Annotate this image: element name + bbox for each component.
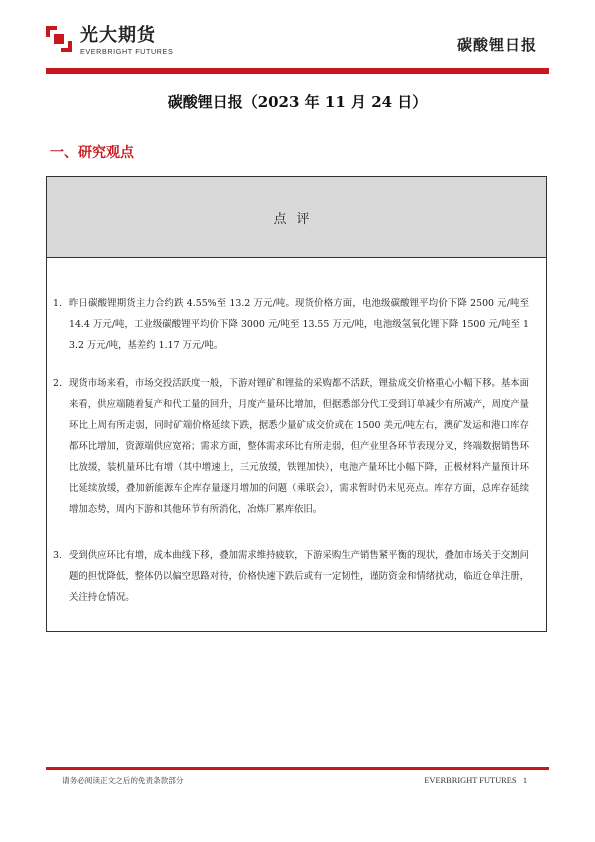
comment-item-text: 受到供应环比有增，成本曲线下移，叠加需求维持疲软，下游采购生产销售紧平衡的现状，叠加市场关于交割问题的担忧降低，整体仍以偏空思路对待，价格快速下跌后或有一定韧性，谨防资金和情绪扰动，临近仓单注册，关注持仓情况。 <box>69 550 529 603</box>
everbright-logo-icon <box>46 26 72 52</box>
comment-table-header <box>47 177 546 258</box>
brand-name-cn: 光大期货 <box>80 25 156 46</box>
comment-item-text: 现货市场来看，市场交投活跃度一般，下游对锂矿和锂盐的采购都不活跃，锂盐成交价格重心小幅下移。基本面来看，供应端随着复产和代工量的回升，月度产量环比增加，但据悉部分代工受到订单减少有所减产，周度产量环比上周有所走弱，同时矿端价格延续下跌，据悉少量矿成交价或在 1500 美元/吨左右，澳矿发运和港口库存都环比增加，资源端供应宽裕；需求方面，整体需求环比有所走弱，但产业里各环节表现分叉，终端数据销售环比放缓，装机量环比有增（其中增速上，三元放缓，铁锂加快），电池产量环比小幅下降，正极材料产量预计环比延续放缓，叠加新能源车企库存量逐月增加的问题（乘联会），需求暂时仍未见亮点。库存方面，总库存延续增加态势，周内下游和其他环节有所消化，冶炼厂累库依旧。 <box>69 378 529 515</box>
footer-divider <box>46 767 549 770</box>
footer-disclaimer: 请务必阅读正文之后的免责条款部分 <box>62 776 184 785</box>
comment-table <box>46 176 547 632</box>
comment-item-text: 昨日碳酸锂期货主力合约跌 4.55%至 13.2 万元/吨。现货价格方面，电池级碳酸锂平均价下降 2500 元/吨至 14.4 万元/吨，工业级碳酸锂平均价下降 3000 元/吨至 13.55 万元/吨，电池级氢氧化锂下降 1500 元/吨至 13.2 万元/吨，基差约 1.17 万元/吨。 <box>69 298 529 351</box>
footer-brand: EVERBRIGHT FUTURES <box>424 776 517 785</box>
comment-header-label: 点评 <box>273 211 320 227</box>
brand-name-en: EVERBRIGHT FUTURES <box>80 47 174 56</box>
section-heading: 一、研究观点 <box>50 145 134 161</box>
comment-item-number: 2. <box>53 378 62 389</box>
comment-item-number: 1. <box>53 298 62 309</box>
footer-brand-page <box>424 776 527 786</box>
comment-item-number: 3. <box>53 550 62 561</box>
header-divider <box>46 68 549 74</box>
document-title: 碳酸锂日报（2023 年 11 月 24 日） <box>167 93 428 111</box>
report-name: 碳酸锂日报 <box>456 36 537 54</box>
page-number: 1 <box>522 776 527 785</box>
